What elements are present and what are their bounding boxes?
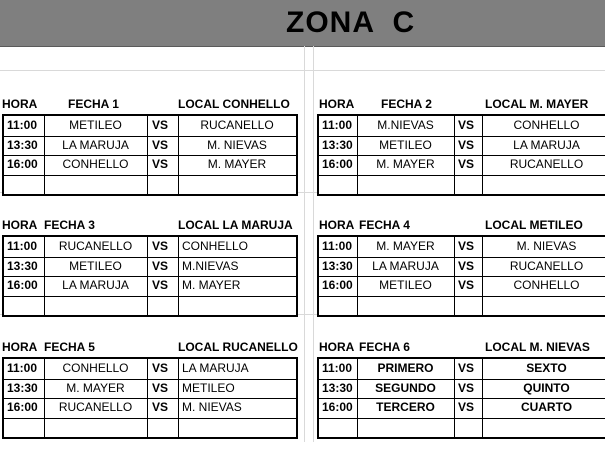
fixture-block-6 <box>317 337 605 463</box>
away-team: RUCANELLO <box>509 258 584 273</box>
hora-header: HORA <box>2 340 38 354</box>
fecha-label: FECHA 3 <box>44 218 95 232</box>
match-time: 11:00 <box>7 361 38 375</box>
title-bar <box>0 0 605 47</box>
away-team: M. MAYER <box>182 278 241 292</box>
fixture-header <box>317 337 605 357</box>
match-row <box>4 175 296 195</box>
vs-label: VS <box>152 380 169 395</box>
home-team: METILEO <box>69 118 122 132</box>
match-time: 11:00 <box>7 118 38 132</box>
match-time: 16:00 <box>7 157 38 171</box>
home-team: METILEO <box>69 258 122 273</box>
home-team: LA MARUJA <box>372 258 439 273</box>
match-row <box>319 418 605 438</box>
away-team: QUINTO <box>523 380 570 395</box>
hora-header: HORA <box>319 218 355 232</box>
local-label: LOCAL M. MAYER <box>485 97 589 111</box>
match-time: 13:30 <box>322 258 353 273</box>
home-team: RUCANELLO <box>58 400 133 414</box>
match-time: 13:30 <box>7 258 38 273</box>
away-team: M. NIEVAS <box>207 137 267 152</box>
away-team: M.NIEVAS <box>182 258 239 273</box>
hora-header: HORA <box>319 340 355 354</box>
home-team: RUCANELLO <box>58 239 133 253</box>
home-team: M.NIEVAS <box>377 118 434 132</box>
grid-line <box>0 70 605 71</box>
home-team: M. MAYER <box>376 157 435 171</box>
vs-label: VS <box>152 400 169 414</box>
fecha-label: FECHA 5 <box>44 340 95 354</box>
match-time: 11:00 <box>322 118 353 132</box>
page-title: ZONA C <box>286 6 416 39</box>
vs-label: VS <box>152 258 169 273</box>
fixture-header <box>317 215 605 235</box>
fixture-table <box>2 357 298 439</box>
match-time: 16:00 <box>322 400 353 414</box>
home-team: METILEO <box>379 278 432 292</box>
home-team: LA MARUJA <box>62 278 129 292</box>
match-row <box>4 398 296 419</box>
away-team: M. MAYER <box>207 157 267 171</box>
local-label: LOCAL METILEO <box>485 218 583 232</box>
local-label: LOCAL CONHELLO <box>178 97 290 111</box>
match-row <box>4 379 296 400</box>
vs-label: VS <box>458 239 475 253</box>
match-time: 13:30 <box>322 380 353 395</box>
match-time: 11:00 <box>322 361 353 375</box>
fixture-block-4 <box>317 215 605 341</box>
match-row <box>4 296 296 316</box>
vs-label: VS <box>152 239 169 253</box>
vs-label: VS <box>458 400 475 414</box>
home-team: M. MAYER <box>66 380 125 395</box>
match-time: 11:00 <box>7 239 38 253</box>
away-team: METILEO <box>182 380 235 395</box>
match-row <box>319 237 605 258</box>
fixture-table <box>2 235 298 317</box>
grid-line <box>313 46 314 442</box>
hora-header: HORA <box>2 218 38 232</box>
home-team: METILEO <box>379 137 432 152</box>
match-time: 16:00 <box>7 278 38 292</box>
away-team: SEXTO <box>526 361 567 375</box>
vs-label: VS <box>458 258 475 273</box>
fecha-label: FECHA 2 <box>381 97 432 111</box>
vs-label: VS <box>152 137 169 152</box>
match-row <box>319 155 605 176</box>
local-label: LOCAL LA MARUJA <box>178 218 293 232</box>
match-row <box>319 359 605 380</box>
local-label: LOCAL RUCANELLO <box>178 340 298 354</box>
home-team: CONHELLO <box>62 157 129 171</box>
home-team: TERCERO <box>376 400 435 414</box>
fixture-table <box>317 357 605 439</box>
vs-label: VS <box>458 157 475 171</box>
match-row <box>319 116 605 137</box>
fixture-block-1 <box>2 94 298 220</box>
home-team: SEGUNDO <box>375 380 436 395</box>
match-row <box>319 175 605 195</box>
match-row <box>4 116 296 137</box>
local-label: LOCAL M. NIEVAS <box>485 340 590 354</box>
match-row <box>4 359 296 380</box>
vs-label: VS <box>152 157 169 171</box>
fixture-header <box>2 215 298 235</box>
fecha-label: FECHA 6 <box>359 340 410 354</box>
home-team: M. MAYER <box>376 239 435 253</box>
away-team: CONHELLO <box>182 239 249 253</box>
home-team: CONHELLO <box>62 361 129 375</box>
vs-label: VS <box>458 380 475 395</box>
vs-label: VS <box>458 137 475 152</box>
match-row <box>4 155 296 176</box>
away-team: LA MARUJA <box>182 361 249 375</box>
fixture-header <box>2 337 298 357</box>
match-row <box>319 276 605 297</box>
away-team: CONHELLO <box>513 118 580 132</box>
away-team: RUCANELLO <box>509 157 584 171</box>
match-row <box>319 257 605 278</box>
home-team: LA MARUJA <box>62 137 129 152</box>
fixture-block-5 <box>2 337 298 463</box>
hora-header: HORA <box>2 97 38 111</box>
vs-label: VS <box>152 118 169 132</box>
away-team: M. NIEVAS <box>516 239 577 253</box>
away-team: CONHELLO <box>513 278 580 292</box>
away-team: LA MARUJA <box>513 137 580 152</box>
match-row <box>319 136 605 157</box>
fecha-label: FECHA 4 <box>359 218 410 232</box>
match-time: 16:00 <box>7 400 38 414</box>
match-time: 11:00 <box>322 239 353 253</box>
match-row <box>319 398 605 419</box>
match-time: 13:30 <box>7 380 38 395</box>
vs-label: VS <box>458 278 475 292</box>
away-team: M. NIEVAS <box>182 400 242 414</box>
hora-header: HORA <box>319 97 355 111</box>
fixture-table <box>317 235 605 317</box>
home-team: PRIMERO <box>377 361 434 375</box>
away-team: RUCANELLO <box>200 118 274 132</box>
match-row <box>4 276 296 297</box>
match-row <box>319 296 605 316</box>
match-row <box>319 379 605 400</box>
match-time: 13:30 <box>322 137 353 152</box>
away-team: CUARTO <box>520 400 573 414</box>
fecha-label: FECHA 1 <box>68 97 119 111</box>
vs-label: VS <box>152 361 169 375</box>
vs-label: VS <box>458 361 475 375</box>
grid-line <box>304 46 305 442</box>
match-row <box>4 257 296 278</box>
fixture-table <box>2 114 298 196</box>
fixture-header <box>317 94 605 114</box>
fixture-block-3 <box>2 215 298 341</box>
fixture-header <box>2 94 298 114</box>
match-time: 16:00 <box>322 157 353 171</box>
match-row <box>4 418 296 438</box>
fixture-table <box>317 114 605 196</box>
match-time: 16:00 <box>322 278 353 292</box>
vs-label: VS <box>458 118 475 132</box>
match-row <box>4 237 296 258</box>
match-row <box>4 136 296 157</box>
vs-label: VS <box>152 278 169 292</box>
match-time: 13:30 <box>7 137 38 152</box>
fixture-block-2 <box>317 94 605 220</box>
